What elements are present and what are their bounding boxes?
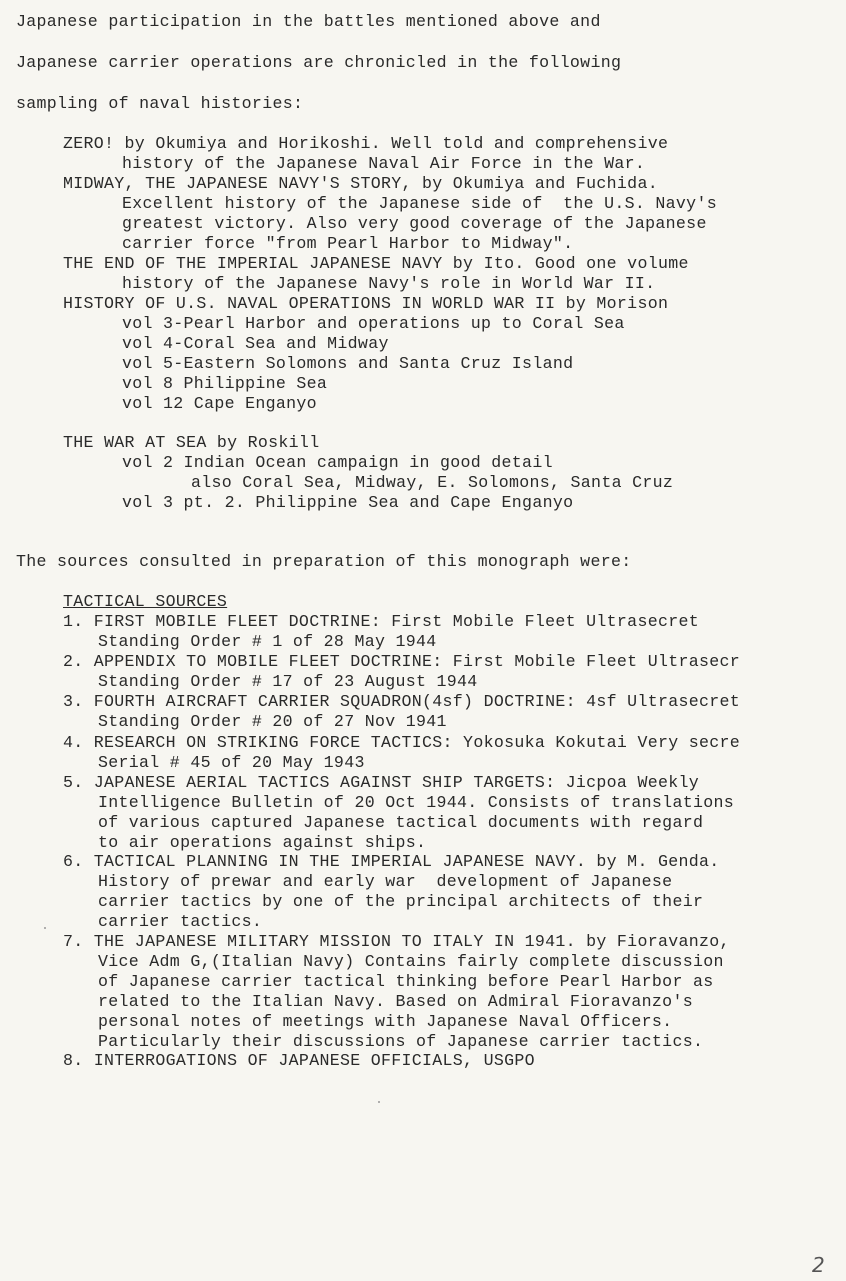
history-entry: MIDWAY, THE JAPANESE NAVY'S STORY, by Okumiya and Fuchida. [63,174,658,193]
source-item-cont: Vice Adm G,(Italian Navy) Contains fairly complete discussion [98,952,724,971]
volume-item: vol 8 Philippine Sea [122,374,328,393]
source-item-cont: Standing Order # 1 of 28 May 1944 [98,632,437,651]
intro-line: Japanese carrier operations are chronicled in the following [16,53,622,72]
source-item-cont: related to the Italian Navy. Based on Admiral Fioravanzo's [98,992,693,1011]
source-item: 5. JAPANESE AERIAL TACTICS AGAINST SHIP TARGETS: Jicpoa Weekly [63,773,699,792]
history-entry-cont: carrier force "from Pearl Harbor to Midway". [122,234,574,253]
source-item-cont: personal notes of meetings with Japanese Naval Officers. [98,1012,673,1031]
source-item: 3. FOURTH AIRCRAFT CARRIER SQUADRON(4sf) DOCTRINE: 4sf Ultrasecret [63,692,741,711]
volume-item-cont: also Coral Sea, Midway, E. Solomons, Santa Cruz [191,473,674,492]
volume-item: vol 12 Cape Enganyo [122,394,317,413]
source-item-cont: History of prewar and early war development of Japanese [98,872,673,891]
tactical-sources-heading: TACTICAL SOURCES [63,592,228,611]
source-item: 1. FIRST MOBILE FLEET DOCTRINE: First Mobile Fleet Ultrasecret [63,612,699,631]
history-entry-cont: history of the Japanese Navy's role in World War II. [122,274,656,293]
intro-line: sampling of naval histories: [16,94,304,113]
source-item-cont: Intelligence Bulletin of 20 Oct 1944. Consists of translations [98,793,734,812]
source-item-cont: carrier tactics. [98,912,263,931]
volume-item: vol 4-Coral Sea and Midway [122,334,389,353]
source-item-cont: Standing Order # 20 of 27 Nov 1941 [98,712,447,731]
history-entry: ZERO! by Okumiya and Horikoshi. Well told and comprehensive [63,134,669,153]
sources-intro: The sources consulted in preparation of this monograph were: [16,552,632,571]
source-item-cont: to air operations against ships. [98,833,427,852]
page-number: 2 [812,1253,825,1277]
source-item-cont: Standing Order # 17 of 23 August 1944 [98,672,478,691]
source-item: 7. THE JAPANESE MILITARY MISSION TO ITALY IN 1941. by Fioravanzo, [63,932,730,951]
volume-item: vol 3 pt. 2. Philippine Sea and Cape Enganyo [122,493,574,512]
volume-item: vol 5-Eastern Solomons and Santa Cruz Island [122,354,574,373]
history-entry: HISTORY OF U.S. NAVAL OPERATIONS IN WORLD WAR II by Morison [63,294,669,313]
intro-line: Japanese participation in the battles mentioned above and [16,12,601,31]
source-item: 2. APPENDIX TO MOBILE FLEET DOCTRINE: First Mobile Fleet Ultrasecr [63,652,741,671]
history-entry: THE END OF THE IMPERIAL JAPANESE NAVY by Ito. Good one volume [63,254,689,273]
scan-speck [378,1101,380,1103]
history-entry-cont: history of the Japanese Naval Air Force in the War. [122,154,646,173]
history-entry-cont: Excellent history of the Japanese side of the U.S. Navy's [122,194,717,213]
volume-item: vol 3-Pearl Harbor and operations up to Coral Sea [122,314,625,333]
source-item: 8. INTERROGATIONS OF JAPANESE OFFICIALS, USGPO [63,1051,535,1070]
history-entry: THE WAR AT SEA by Roskill [63,433,320,452]
source-item-cont: Particularly their discussions of Japanese carrier tactics. [98,1032,704,1051]
source-item: 4. RESEARCH ON STRIKING FORCE TACTICS: Yokosuka Kokutai Very secre [63,733,741,752]
source-item-cont: of Japanese carrier tactical thinking before Pearl Harbor as [98,972,714,991]
source-item-cont: carrier tactics by one of the principal architects of their [98,892,704,911]
source-item-cont: of various captured Japanese tactical documents with regard [98,813,704,832]
source-item-cont: Serial # 45 of 20 May 1943 [98,753,365,772]
history-entry-cont: greatest victory. Also very good coverage of the Japanese [122,214,707,233]
volume-item: vol 2 Indian Ocean campaign in good detail [122,453,553,472]
source-item: 6. TACTICAL PLANNING IN THE IMPERIAL JAPANESE NAVY. by M. Genda. [63,852,720,871]
scan-speck [44,927,46,929]
